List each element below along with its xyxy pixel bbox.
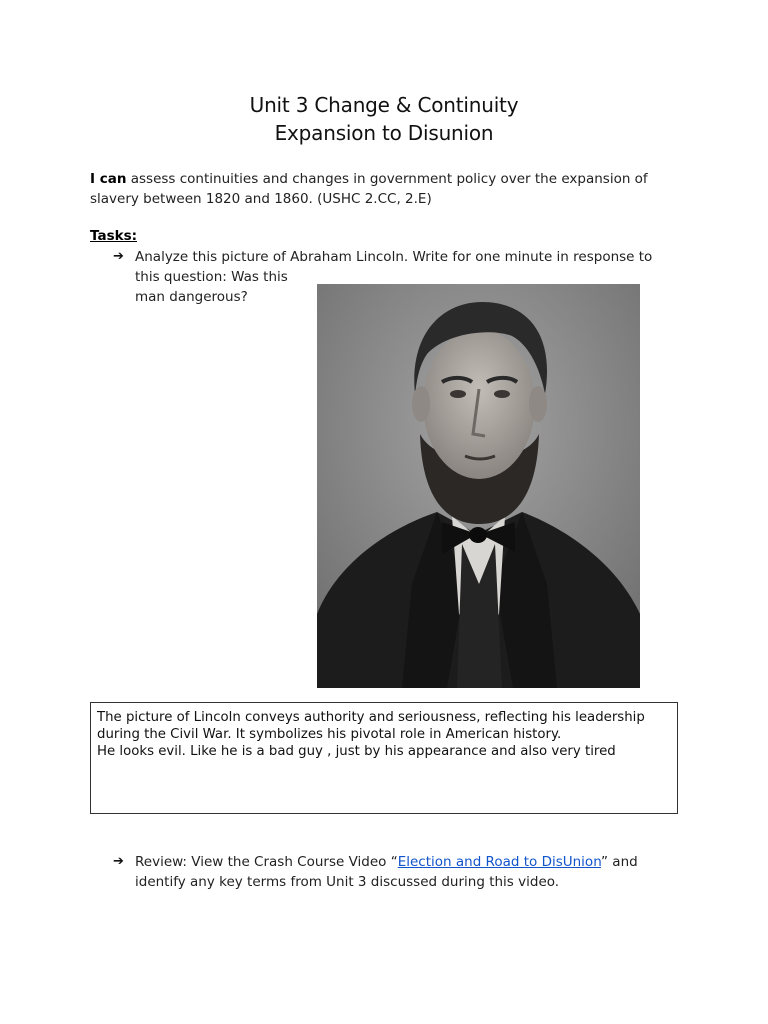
task2-prefix: Review: View the Crash Course Video “ — [135, 854, 398, 870]
document-title-line1: Unit 3 Change & Continuity — [249, 93, 519, 117]
task2-line2: identify any key terms from Unit 3 discussed during this video. — [135, 874, 560, 890]
response-line1: The picture of Lincoln conveys authority and seriousness, reflecting his leadership — [97, 710, 645, 725]
learning-objective — [90, 169, 680, 209]
lincoln-portrait-photo — [317, 284, 640, 688]
task1-line1: Analyze this picture of Abraham Lincoln. Write for one minute in response to — [135, 249, 653, 265]
task2-suffix: ” and — [601, 854, 638, 870]
task1-line2: this question: Was this — [135, 269, 288, 285]
arrow-bullet-icon: ➔ — [113, 854, 124, 869]
response-text-box[interactable] — [90, 702, 678, 814]
response-line3: He looks evil. Like he is a bad guy , just by his appearance and also very tired — [97, 744, 616, 759]
objective-label: I can — [90, 171, 127, 187]
tasks-heading: Tasks: — [90, 228, 138, 244]
objective-text: assess continuities and changes in government policy over the expansion of slavery between 1820 and 1860. (USHC 2.CC, 2.E) — [90, 171, 648, 207]
task1-line3: man dangerous? — [135, 289, 248, 305]
lincoln-portrait-icon — [317, 284, 640, 688]
arrow-bullet-icon: ➔ — [113, 249, 124, 264]
crash-course-video-link[interactable]: Election and Road to DisUnion — [397, 854, 602, 870]
document-title-line2: Expansion to Disunion — [274, 121, 494, 145]
response-line2: during the Civil War. It symbolizes his pivotal role in American history. — [97, 727, 562, 742]
task2-line1 — [135, 852, 638, 872]
